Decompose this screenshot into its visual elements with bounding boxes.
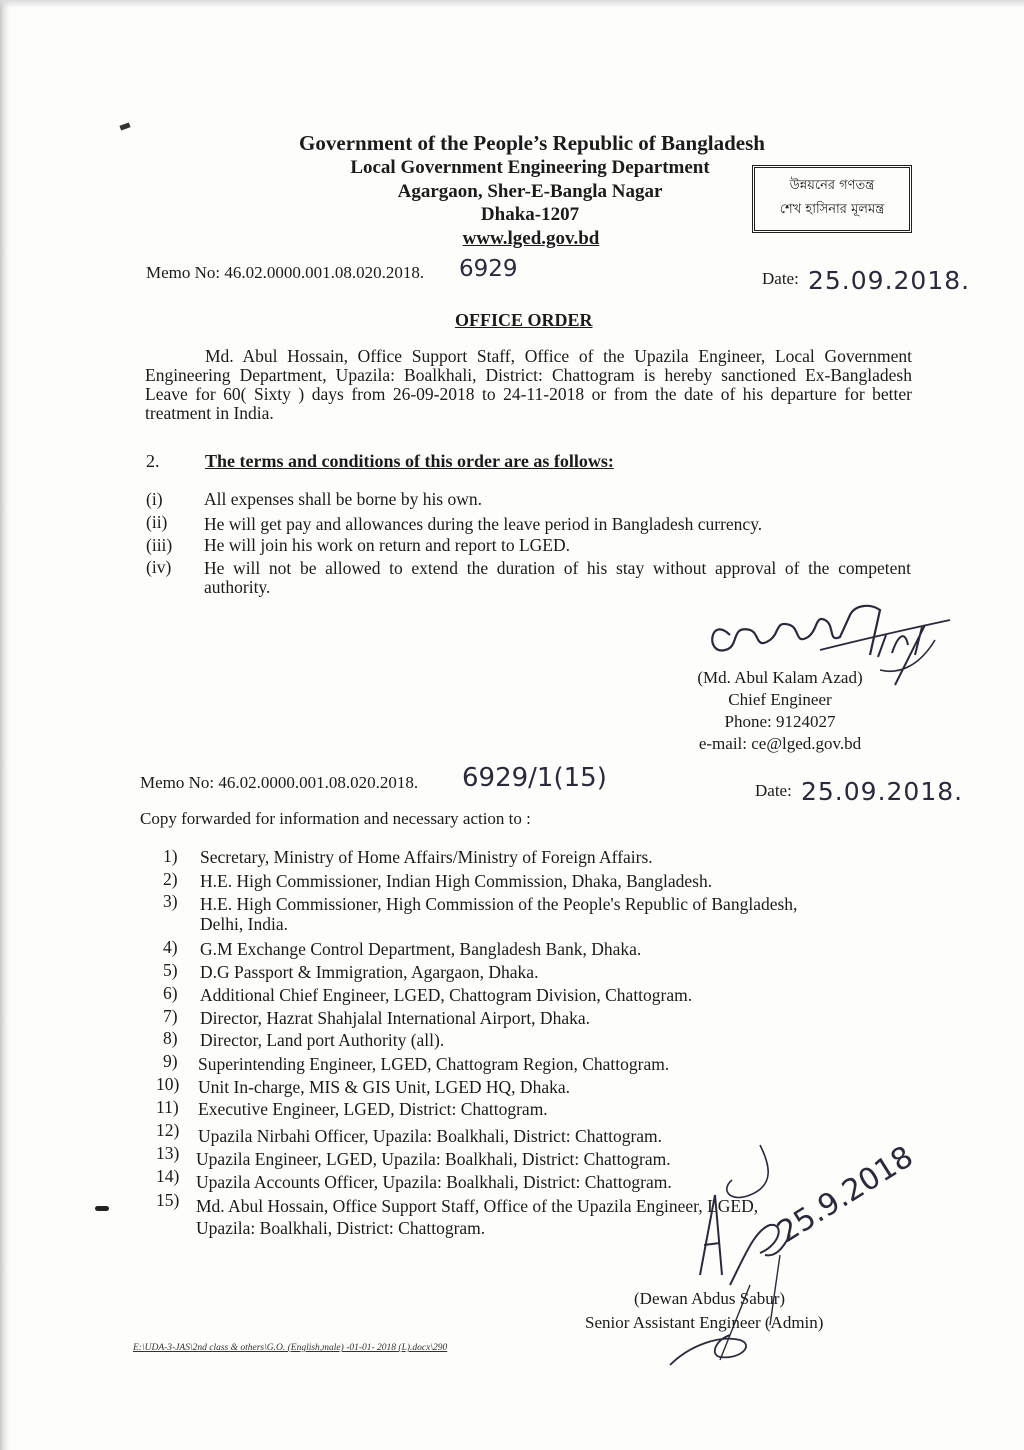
signatory-1-name: (Md. Abul Kalam Azad) — [697, 668, 863, 687]
recipient-num: 13) — [156, 1143, 180, 1163]
signatory-1-phone: Phone: 9124027 — [724, 712, 836, 731]
recipient-text-cont: Delhi, India. — [200, 914, 288, 934]
recipient-text: Upazila Engineer, LGED, Upazila: Boalkhali, District: Chattogram. — [196, 1149, 671, 1169]
header-line-3: Agargaon, Sher-E-Bangla Nagar — [397, 181, 663, 202]
slogan-line-1: উন্নয়নের গণতন্ত্র — [789, 178, 875, 193]
recipient-text: Executive Engineer, LGED, District: Chattogram. — [198, 1099, 548, 1119]
recipient-text-cont: Upazila: Boalkhali, District: Chattogram. — [196, 1218, 486, 1238]
recipient-text: Secretary, Ministry of Home Affairs/Ministry of Foreign Affairs. — [200, 847, 653, 867]
signatory-1-block — [660, 667, 900, 755]
order-paragraph: Md. Abul Hossain, Office Support Staff, Office of the Upazila Engineer, Local Government Engineering Department, Upazila: Boalkhali, District: Chattogram is hereby sanctioned Ex-Bangladesh Leave for 60( Sixty ) days from 26-09-2018 to 24-11-2018 or from the date of his departure for better treatment in India. — [145, 346, 912, 423]
recipient-text: Director, Land port Authority (all). — [200, 1030, 445, 1050]
recipient-num: 9) — [163, 1051, 178, 1071]
recipient-text: H.E. High Commissioner, High Commission of the People's Republic of Bangladesh, — [200, 894, 798, 914]
term-text: He will join his work on return and report to LGED. — [204, 535, 570, 555]
terms-heading: The terms and conditions of this order are as follows: — [205, 451, 614, 471]
recipient-num: 12) — [156, 1120, 180, 1140]
term-text: He will get pay and allowances during the leave period in Bangladesh currency. — [204, 514, 763, 534]
recipient-text: Superintending Engineer, LGED, Chattogram Region, Chattogram. — [198, 1054, 670, 1074]
memo-2-date-label: Date: — [755, 781, 792, 800]
recipient-text: H.E. High Commissioner, Indian High Commission, Dhaka, Bangladesh. — [200, 871, 713, 891]
scan-speck — [119, 122, 130, 130]
recipient-num: 6) — [163, 983, 178, 1003]
term-num: (iii) — [146, 535, 173, 555]
recipient-text: Unit In-charge, MIS & GIS Unit, LGED HQ, Dhaka. — [198, 1077, 570, 1097]
recipient-num: 2) — [163, 869, 178, 889]
memo-1-date: 25.09.2018. — [808, 266, 971, 295]
recipient-text: Upazila Accounts Officer, Upazila: Boalkhali, District: Chattogram. — [196, 1172, 672, 1192]
memo-2-number: 6929/1(15) — [462, 763, 607, 793]
signatory-2-designation: Senior Assistant Engineer (Admin) — [585, 1313, 824, 1332]
file-path-footer: E:\UDA-3-JAS\2nd class & others\G.O. (English,male) -01-01- 2018 (L).docx\290 — [133, 1343, 448, 1353]
recipient-num: 15) — [156, 1190, 180, 1210]
slogan-line-2: শেখ হাসিনার মূলমন্ত্র — [779, 202, 885, 217]
recipient-text: Md. Abul Hossain, Office Support Staff, Office of the Upazila Engineer, LGED, — [196, 1196, 759, 1216]
recipient-text: D.G Passport & Immigration, Agargaon, Dhaka. — [200, 962, 539, 982]
term-text: All expenses shall be borne by his own. — [204, 489, 483, 509]
memo-1-label: Memo No: 46.02.0000.001.08.020.2018. — [146, 263, 425, 282]
header-website: www.lged.gov.bd — [462, 228, 600, 249]
slogan-box — [752, 165, 912, 233]
memo-1-number: 6929 — [459, 256, 518, 282]
recipient-text: Additional Chief Engineer, LGED, Chattogram Division, Chattogram. — [200, 985, 693, 1005]
memo-2-label: Memo No: 46.02.0000.001.08.020.2018. — [140, 773, 419, 792]
header-line-2: Local Government Engineering Department — [350, 157, 710, 178]
header-line-4: Dhaka-1207 — [480, 204, 580, 225]
recipient-num: 1) — [163, 846, 178, 866]
recipient-num: 11) — [156, 1097, 179, 1117]
recipient-num: 7) — [163, 1006, 178, 1026]
recipient-num: 8) — [163, 1028, 178, 1048]
signatory-1-designation: Chief Engineer — [728, 690, 832, 709]
term-text: He will not be allowed to extend the duration of his stay without approval of the competent authority. — [204, 558, 911, 597]
signatory-2-handwritten-date: 25.9.2018 — [771, 1139, 920, 1250]
signatory-2-name: (Dewan Abdus Sabur) — [634, 1289, 786, 1308]
term-num: (ii) — [146, 512, 168, 532]
signatory-1-email: e-mail: ce@lged.gov.bd — [698, 734, 862, 753]
recipient-text: Director, Hazrat Shahjalal International Airport, Dhaka. — [200, 1008, 590, 1028]
term-num: (iv) — [146, 557, 172, 577]
terms-number: 2. — [146, 451, 160, 471]
recipient-text: Upazila Nirbahi Officer, Upazila: Boalkhali, District: Chattogram. — [198, 1126, 663, 1146]
term-num: (i) — [146, 489, 163, 509]
recipient-num: 3) — [163, 891, 178, 911]
recipient-text: G.M Exchange Control Department, Bangladesh Bank, Dhaka. — [200, 939, 642, 959]
scan-edge-top — [0, 0, 1024, 8]
memo-1-date-label: Date: — [762, 269, 799, 288]
memo-2-date: 25.09.2018. — [801, 777, 964, 806]
recipient-num: 4) — [163, 937, 178, 957]
recipient-num: 10) — [156, 1074, 180, 1094]
header-line-1: Government of the People’s Republic of Bangladesh — [299, 131, 765, 155]
office-order-title: OFFICE ORDER — [455, 310, 593, 330]
copy-forwarded-line: Copy forwarded for information and necessary action to : — [140, 809, 531, 828]
recipient-num: 5) — [163, 960, 178, 980]
recipient-num: 14) — [156, 1166, 180, 1186]
scan-speck — [95, 1206, 109, 1211]
